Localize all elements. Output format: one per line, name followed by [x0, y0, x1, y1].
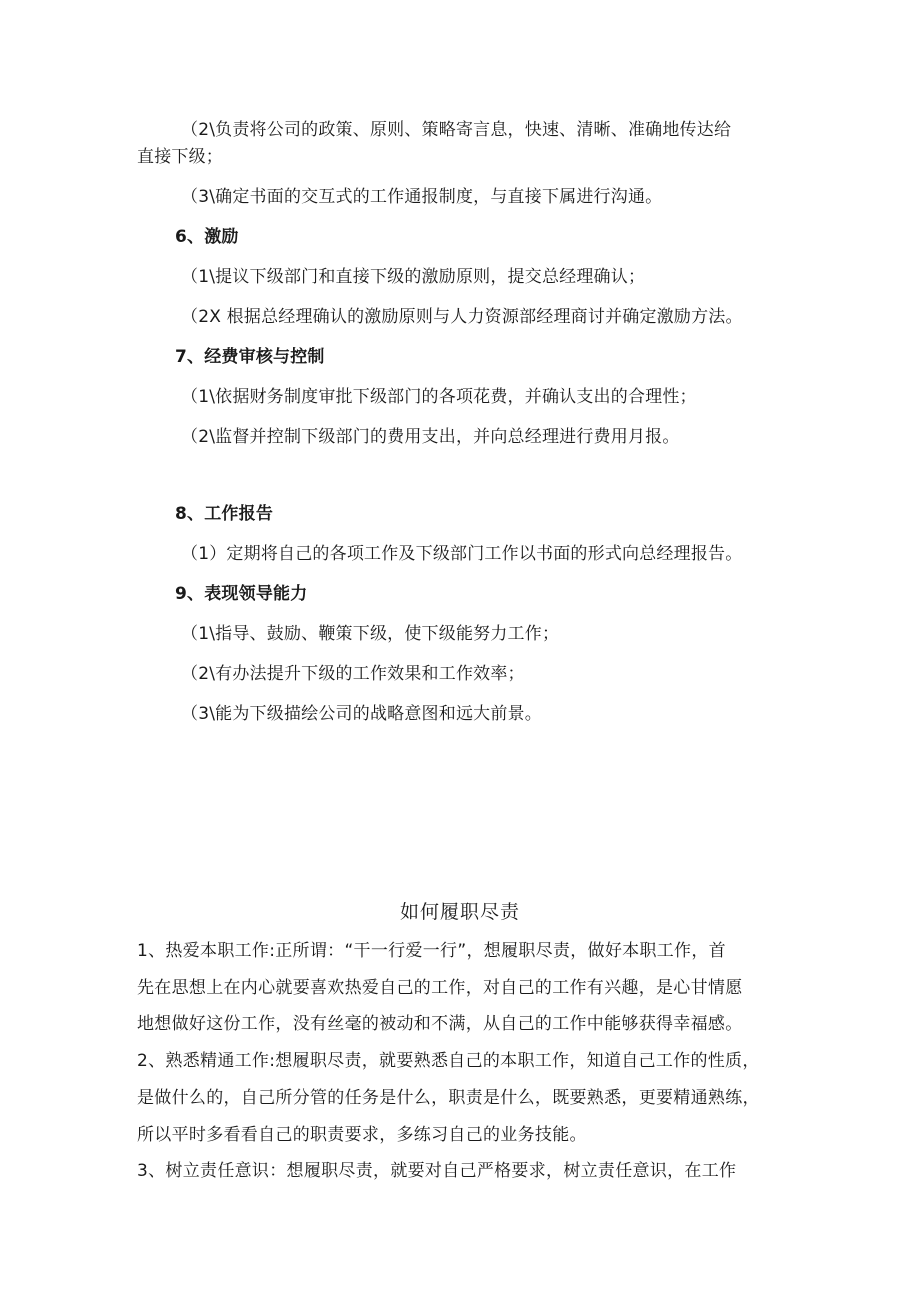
body-line: 地想做好这份工作，没有丝毫的被动和不满，从自己的工作中能够获得幸福感。 [137, 1014, 743, 1035]
duty-line: （1\依据财务制度审批下级部门的各项花费，并确认支出的合理性； [181, 387, 697, 407]
duty-line: （2\监督并控制下级部门的费用支出，并向总经理进行费用月报。 [181, 427, 680, 447]
section-heading: 6、激励 [175, 227, 239, 247]
duty-line: 直接下级； [137, 147, 223, 167]
duty-line: （2X 根据总经理确认的激励原则与人力资源部经理商讨并确定激励方法。 [181, 307, 743, 327]
body-paragraph [137, 933, 797, 1190]
duty-line: （1\指导、鼓励、鞭策下级，使下级能努力工作； [181, 624, 560, 644]
duty-line: （3\确定书面的交互式的工作通报制度，与直接下属进行沟通。 [181, 187, 663, 207]
body-line: 1、热爱本职工作:正所谓：“干一行爱一行”，想履职尽责，做好本职工作，首 [137, 941, 726, 961]
duty-line: （1）定期将自己的各项工作及下级部门工作以书面的形式向总经理报告。 [181, 544, 743, 564]
section-title: 如何履职尽责 [399, 901, 520, 923]
body-line: 所以平时多看看自己的职责要求，多练习自己的业务技能。 [137, 1124, 587, 1145]
body-line: 是做什么的，自己所分管的任务是什么，职责是什么，既要熟悉，更要精通熟练， [137, 1087, 760, 1108]
section-heading: 7、经费审核与控制 [175, 347, 325, 367]
duty-line: （1\提议下级部门和直接下级的激励原则，提交总经理确认； [181, 267, 646, 287]
body-line: 先在思想上在内心就要喜欢热爱自己的工作，对自己的工作有兴趣，是心甘情愿 [137, 977, 743, 998]
duty-line: （2\负责将公司的政策、原则、策略寄言息，快速、清晰、准确地传达给 [181, 120, 732, 140]
section-heading: 9、表现领导能力 [175, 584, 308, 604]
duty-line: （3\能为下级描绘公司的战略意图和远大前景。 [181, 704, 542, 724]
section-heading: 8、工作报告 [175, 504, 274, 524]
duty-line: （2\有办法提升下级的工作效果和工作效率； [181, 664, 525, 684]
body-line: 2、熟悉精通工作:想履职尽责，就要熟悉自己的本职工作，知道自己工作的性质， [137, 1051, 760, 1072]
body-line: 3、树立责任意识：想履职尽责，就要对自己严格要求，树立责任意识，在工作 [137, 1161, 737, 1182]
